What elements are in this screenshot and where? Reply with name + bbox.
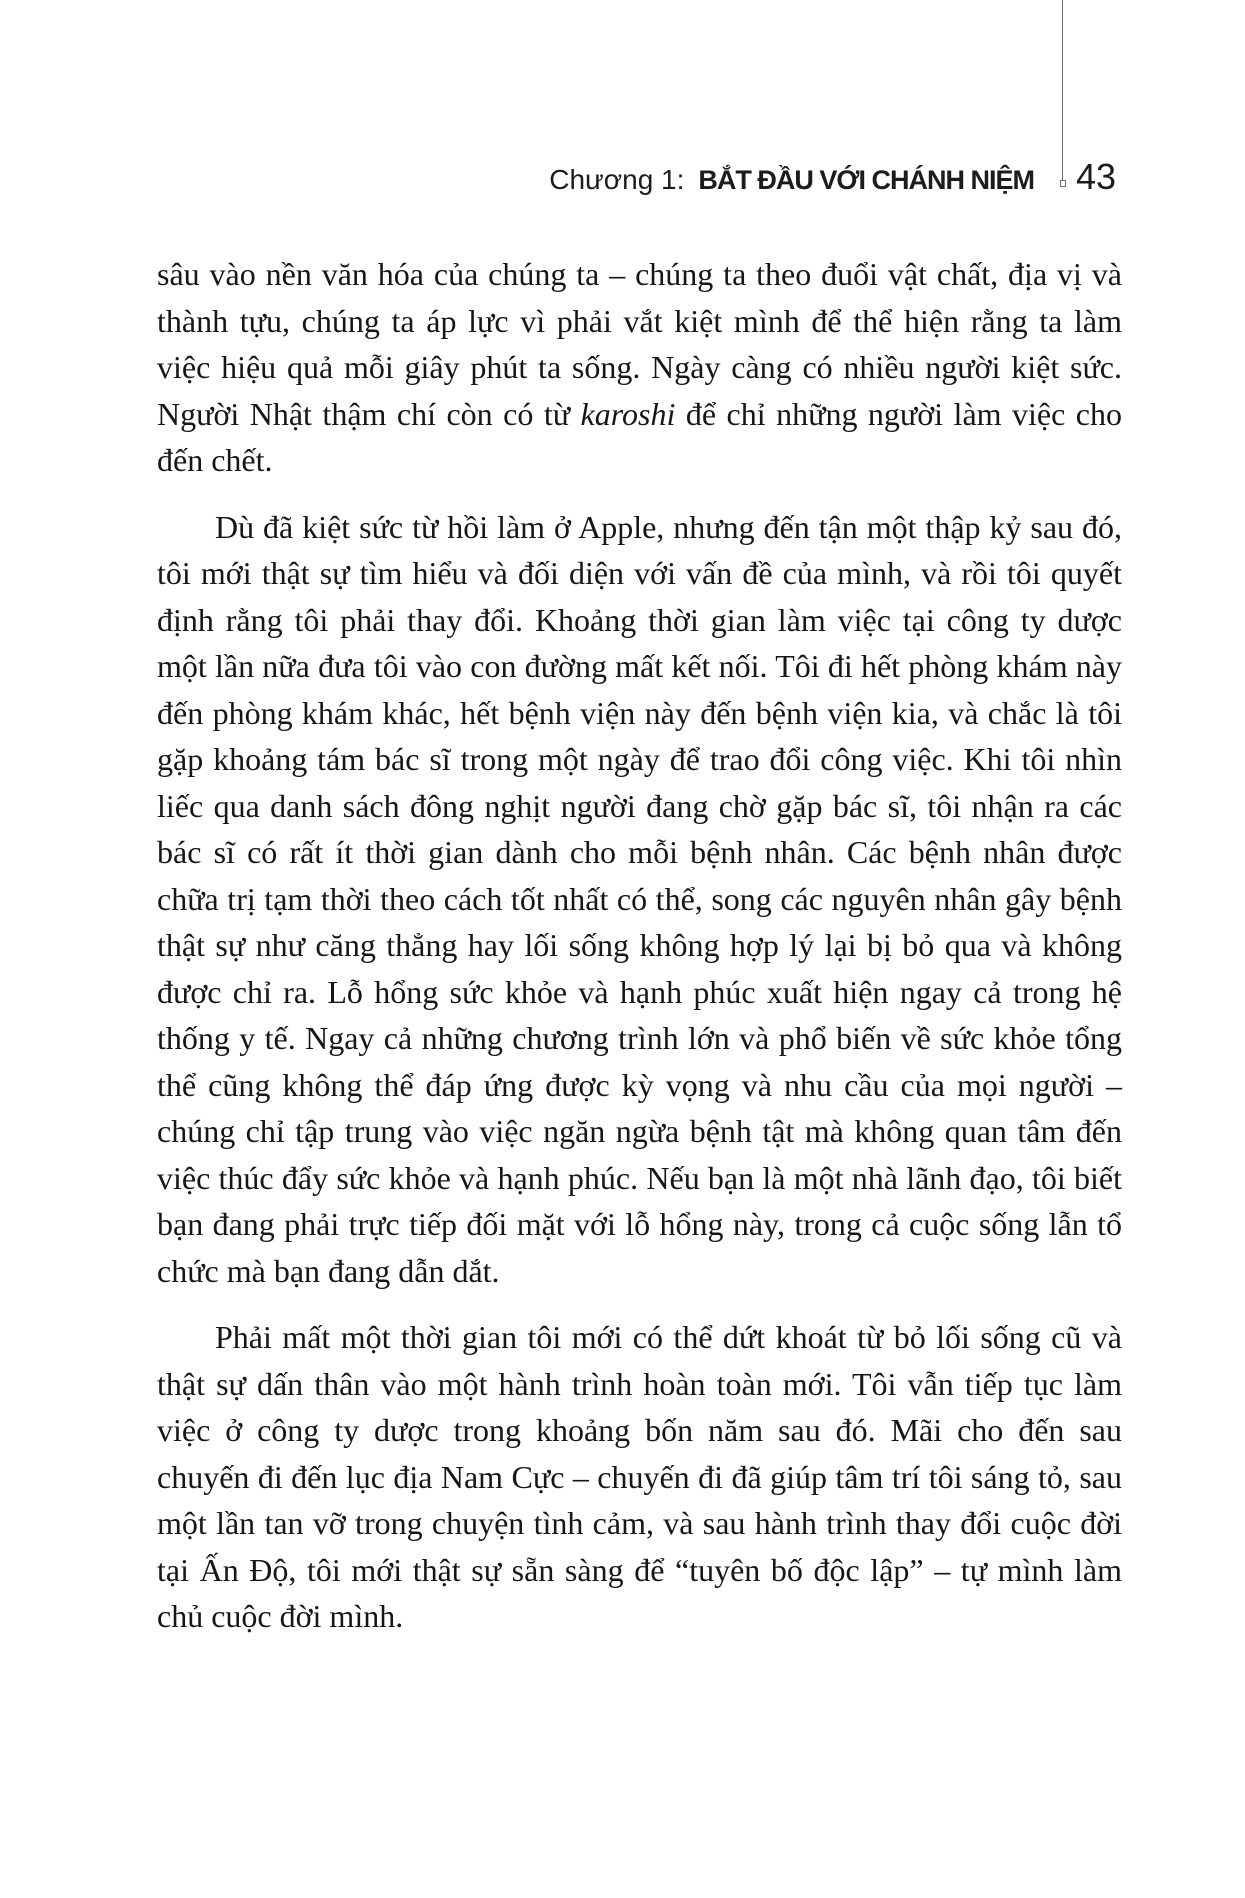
chapter-title: BẮT ĐẦU VỚI CHÁNH NIỆM <box>698 165 1034 195</box>
page-body <box>157 251 1122 1660</box>
header-divider-line <box>1062 0 1063 180</box>
paragraph-continued <box>157 251 1122 484</box>
paragraph <box>157 1314 1122 1640</box>
paragraph <box>157 504 1122 1295</box>
paragraph-text: Phải mất một thời gian tôi mới có thể dứt khoát từ bỏ lối sống cũ và thật sự dấn thân vào một hành trình hoàn toàn mới. Tôi vẫn tiếp tục làm việc ở công ty dược trong khoảng bốn năm sau đó. Mãi cho đến sau chuyến đi đến lục địa Nam Cực – chuyến đi đã giúp tâm trí tôi sáng tỏ, sau một lần tan vỡ trong chuyện tình cảm, và sau hành trình thay đổi cuộc đời tại Ấn Độ, tôi mới thật sự sẵn sàng để “tuyên bố độc lập” – tự mình làm chủ cuộc đời mình. <box>157 1319 1122 1634</box>
paragraph-text: sâu vào nền văn hóa của chúng ta – chúng ta theo đuổi vật chất, địa vị và thành tựu, chúng ta áp lực vì phải vắt kiệt mình để thể hiện rằng ta làm việc hiệu quả mỗi giây phút ta sống. Ngày càng có nhiều người kiệt sức. Người Nhật thậm chí còn có từ <box>157 256 1122 432</box>
page-number: 43 <box>1075 156 1116 197</box>
paragraph-text: để chỉ những người làm việc cho đến chết. <box>157 395 1123 478</box>
paragraph-text: Dù đã kiệt sức từ hồi làm ở Apple, nhưng đến tận một thập kỷ sau đó, tôi mới thật sự tìm hiểu và đối diện với vấn đề của mình, và rồi tôi quyết định rằng tôi phải thay đổi. Khoảng thời gian làm việc tại công ty dược một lần nữa đưa tôi vào con đường mất kết nối. Tôi đi hết phòng khám này đến phòng khám khác, hết bệnh viện này đến bệnh viện kia, và chắc là tôi gặp khoảng tám bác sĩ trong một ngày để trao đổi công việc. Khi tôi nhìn liếc qua danh sách đông nghịt người đang chờ gặp bác sĩ, tôi nhận ra các bác sĩ có rất ít thời gian dành cho mỗi bệnh nhân. Các bệnh nhân được chữa trị tạm thời theo cách tốt nhất có thể, song các nguyên nhân gây bệnh thật sự như căng thẳng hay lối sống không hợp lý lại bị bỏ qua và không được chỉ ra. Lỗ hổng sức khỏe và hạnh phúc xuất hiện ngay cả trong hệ thống y tế. Ngay cả những chương trình lớn và phổ biến về sức khỏe tổng thể cũng không thể đáp ứng được kỳ vọng và nhu cầu của mọi người – chúng chỉ tập trung vào việc ngăn ngừa bệnh tật mà không quan tâm đến việc thúc đẩy sức khỏe và hạnh phúc. Nếu bạn là một nhà lãnh đạo, tôi biết bạn đang phải trực tiếp đối mặt với lỗ hổng này, trong cả cuộc sống lẫn tổ chức mà bạn đang dẫn dắt. <box>157 508 1122 1289</box>
italic-term: karoshi <box>580 395 676 432</box>
chapter-label: Chương 1: <box>549 164 685 195</box>
page-header <box>549 156 1116 198</box>
